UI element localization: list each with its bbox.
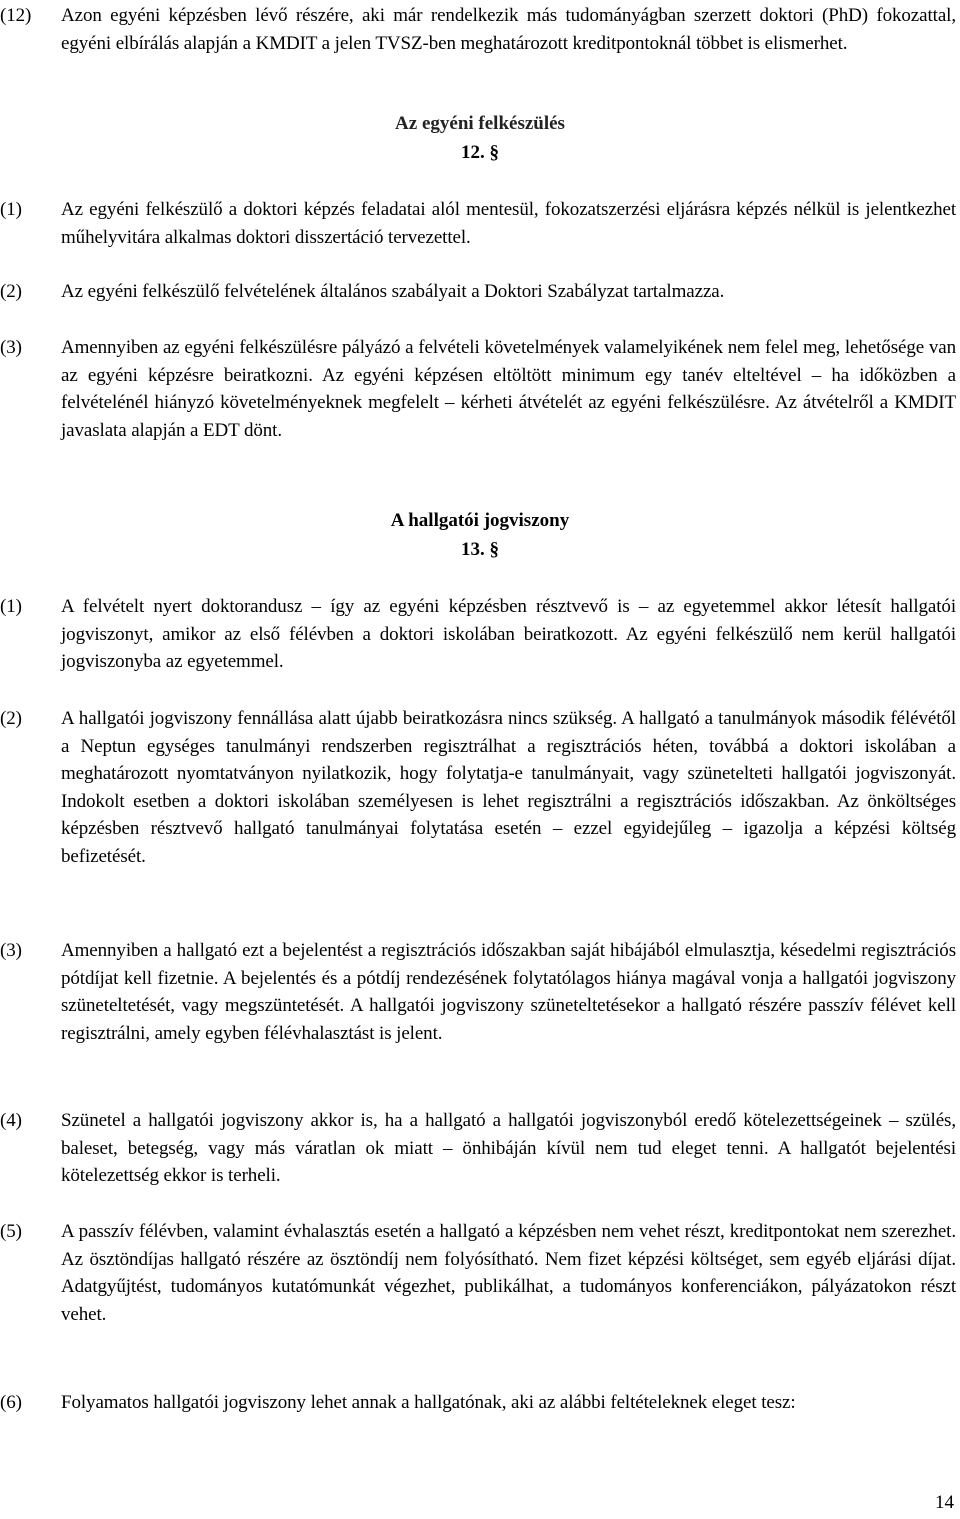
paragraph-number: (12)	[0, 5, 32, 26]
s12-paragraph-1	[0, 196, 956, 251]
section-number-13: 13. §	[461, 539, 499, 560]
paragraph-number: (1)	[0, 199, 22, 220]
paragraph-text: Folyamatos hallgatói jogviszony lehet annak a hallgatónak, aki az alábbi feltételeknek eleget tesz:	[61, 1392, 796, 1413]
s12-paragraph-3	[0, 334, 956, 444]
paragraph-number: (6)	[0, 1392, 22, 1413]
page-number: 14	[935, 1492, 954, 1513]
paragraph-text: Amennyiben a hallgató ezt a bejelentést a regisztrációs időszakban saját hibájából elmulasztja, késedelmi regisztrációs pótdíjat kell fizetnie. A bejelentés és a pótdíj rendezésének folytatólagos hiánya magával vonja a hallgatói jogviszony szüneteltetését, vagy megszüntetését. A hallgatói jogviszony szüneteltetésekor a hallgató részére passzív félévet kell regisztrálni, amely egyben félévhalasztást is jelent.	[61, 940, 956, 1044]
s13-paragraph-3	[0, 937, 956, 1047]
s13-paragraph-1	[0, 593, 956, 676]
section-heading-13: A hallgatói jogviszony	[390, 510, 570, 531]
s13-paragraph-6	[0, 1389, 956, 1417]
paragraph-text: A passzív félévben, valamint évhalasztás esetén a hallgató a képzésben nem vehet részt, kreditpontokat nem szerezhet. Az ösztöndíjas hallgató részére az ösztöndíj nem folyósítható. Nem fizet képzési költséget, sem egyéb eljárási díjat. Adatgyűjtést, tudományos kutatómunkát végezhet, publikálhat, a tudományos konferenciákon, pályázatokon részt vehet.	[61, 1221, 956, 1325]
paragraph-number: (3)	[0, 337, 22, 358]
section-heading-12: Az egyéni felkészülés	[395, 113, 565, 134]
s12-paragraph-2	[0, 278, 956, 306]
paragraph-number: (2)	[0, 281, 22, 302]
section-number-12: 12. §	[461, 142, 499, 163]
paragraph-12	[0, 2, 956, 57]
paragraph-number: (1)	[0, 596, 22, 617]
paragraph-text: A hallgatói jogviszony fennállása alatt újabb beiratkozásra nincs szükség. A hallgató a tanulmányok második félévétől a Neptun egységes tanulmányi rendszerben regisztrálhat a regisztrációs héten, továbbá a doktori iskolában a meghatározott nyomtatványon nyilatkozik, hogy folytatja-e tanulmányait, vagy szünetelteti hallgatói jogviszonyát. Indokolt esetben a doktori iskolában személyesen is lehet regisztrálni a regisztrációs időszakban. Az önköltséges képzésben résztvevő hallgató tanulmányai folytatása esetén – ezzel egyidejűleg – igazolja a képzési költség befizetését.	[61, 708, 956, 867]
paragraph-text: Azon egyéni képzésben lévő részére, aki már rendelkezik más tudományágban szerzett doktori (PhD) fokozattal, egyéni elbírálás alapján a KMDIT a jelen TVSZ-ben meghatározott kreditpontoknál többet is elismerhet.	[61, 5, 956, 54]
paragraph-text: A felvételt nyert doktorandusz – így az egyéni képzésben résztvevő is – az egyetemmel akkor létesít hallgatói jogviszonyt, amikor az első félévben a doktori iskolában beiratkozott. Az egyéni felkészülő nem kerül hallgatói jogviszonyba az egyetemmel.	[61, 596, 956, 672]
paragraph-number: (5)	[0, 1221, 22, 1242]
paragraph-number: (2)	[0, 708, 22, 729]
paragraph-number: (3)	[0, 940, 22, 961]
s13-paragraph-2	[0, 705, 956, 870]
paragraph-text: Az egyéni felkészülő a doktori képzés feladatai alól mentesül, fokozatszerzési eljárásra képzés nélkül is jelentkezhet műhelyvitára alkalmas doktori disszertáció tervezettel.	[61, 199, 956, 248]
s13-paragraph-5	[0, 1218, 956, 1328]
paragraph-text: Amennyiben az egyéni felkészülésre pályázó a felvételi követelmények valamelyikének nem felel meg, lehetősége van az egyéni képzésre beiratkozni. Az egyéni képzésen eltöltött minimum egy tanév elteltével – ha időközben a felvételénél hiányzó követelményeknek megfelelt – kérheti átvételét az egyéni felkészülésre. Az átvételről a KMDIT javaslata alapján a EDT dönt.	[61, 337, 956, 441]
s13-paragraph-4	[0, 1107, 956, 1190]
paragraph-text: Szünetel a hallgatói jogviszony akkor is, ha a hallgató a hallgatói jogviszonyból eredő kötelezettségeinek – szülés, baleset, betegség, vagy más váratlan ok miatt – önhibáján kívül nem tud eleget tenni. A hallgatót bejelentési kötelezettség ekkor is terheli.	[61, 1110, 956, 1186]
paragraph-text: Az egyéni felkészülő felvételének általános szabályait a Doktori Szabályzat tartalmazza.	[61, 281, 725, 302]
paragraph-number: (4)	[0, 1110, 22, 1131]
